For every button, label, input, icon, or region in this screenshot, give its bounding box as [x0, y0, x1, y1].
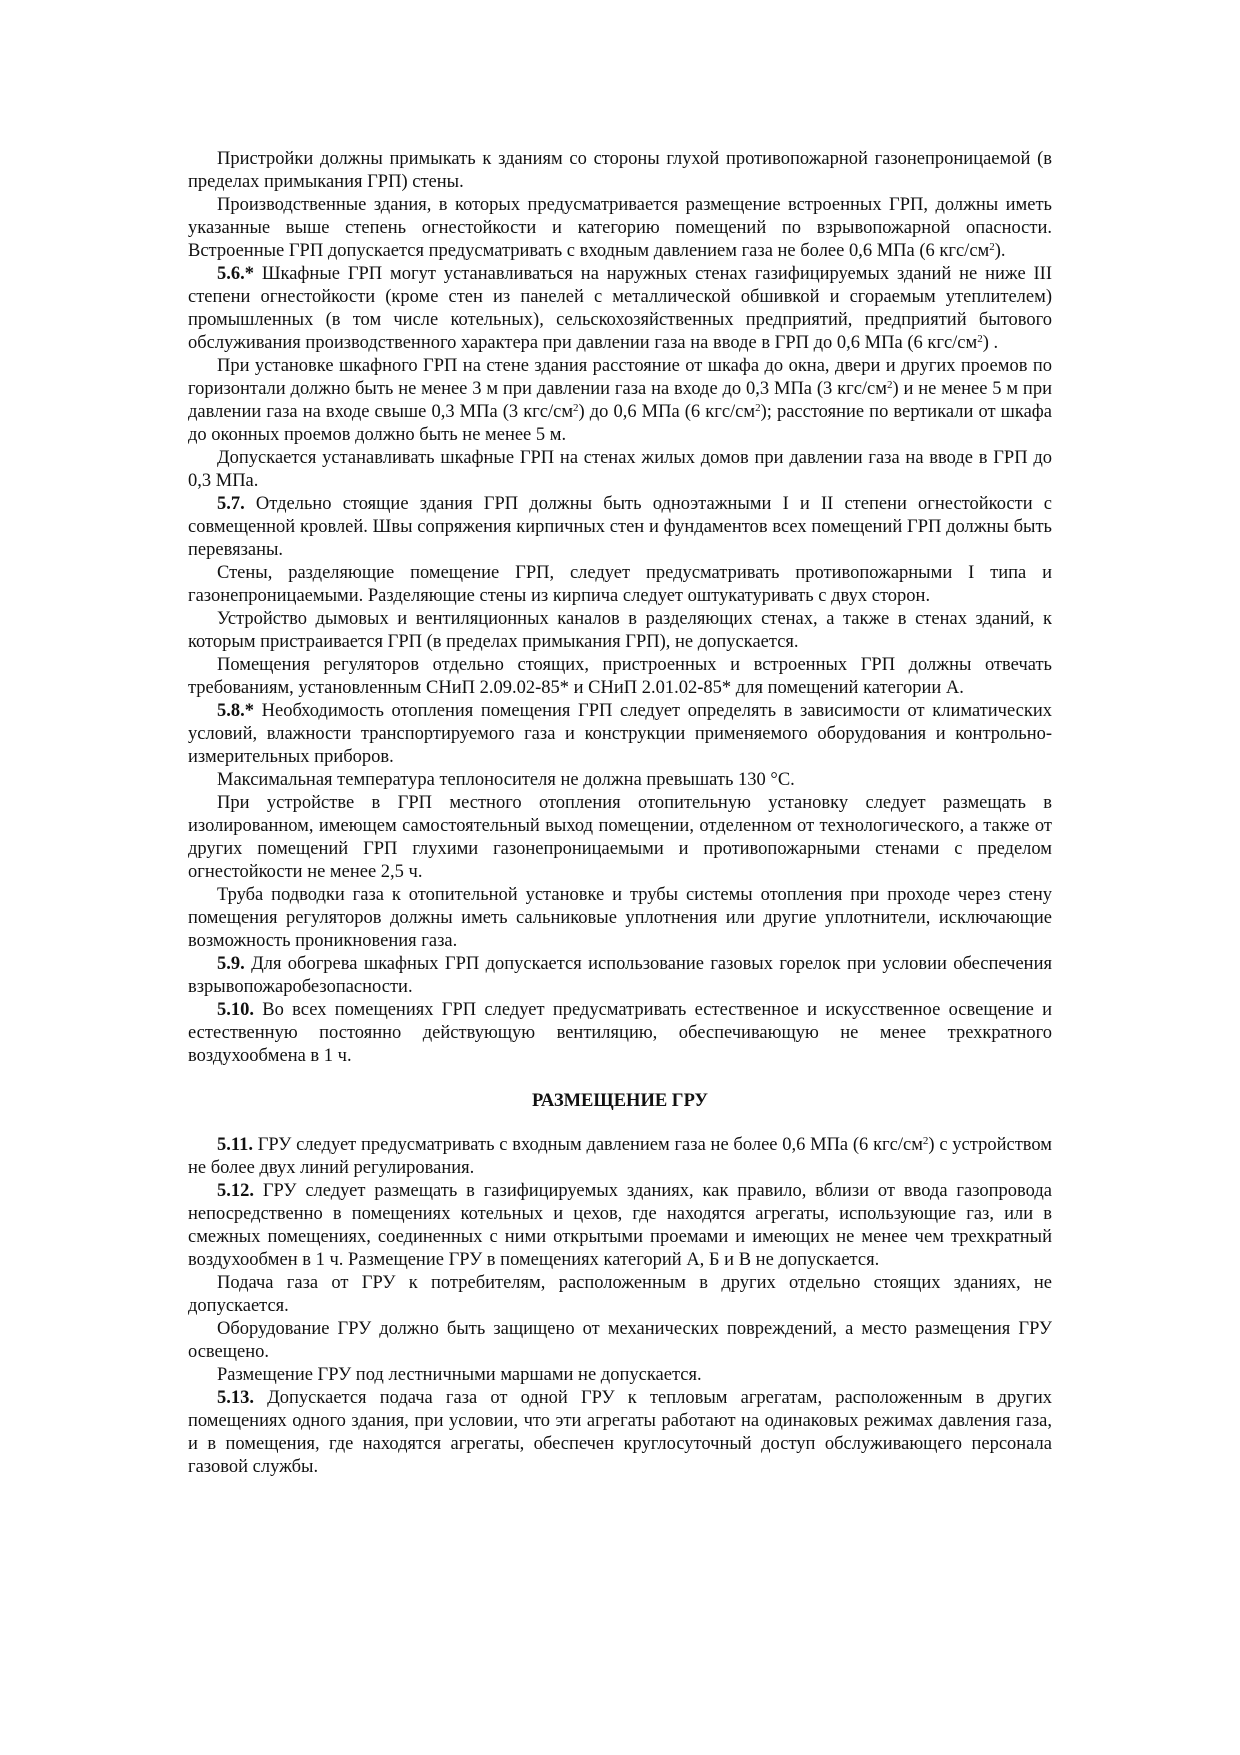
paragraph: Размещение ГРУ под лестничными маршами не допускается.: [217, 1365, 702, 1385]
section-heading: РАЗМЕЩЕНИЕ ГРУ: [532, 1091, 708, 1111]
clause-number: 5.8.*: [217, 701, 254, 721]
section-grp-paragraphs: [188, 148, 1052, 1068]
clause-number: 5.13.: [217, 1388, 254, 1408]
section-gru-paragraphs: [188, 1134, 1052, 1479]
paragraph: Допускается устанавливать шкафные ГРП на стенах жилых домов при давлении газа на вводе в ГРП до 0,3 МПа.: [188, 448, 1052, 491]
clause-number: 5.7.: [217, 494, 245, 514]
paragraph: Оборудование ГРУ должно быть защищено от механических повреждений, а место размещения ГРУ освещено.: [188, 1319, 1052, 1362]
clause-number: 5.11.: [217, 1135, 253, 1155]
paragraph: Помещения регуляторов отдельно стоящих, пристроенных и встроенных ГРП должны отвечать требованиям, установленным СНиП 2.09.02-85* и СНиП 2.01.02-85* для помещений категории А.: [188, 655, 1052, 698]
clause-5-6: 5.6.* Шкафные ГРП могут устанавливаться на наружных стенах газифицируемых зданий не ниже III степени огнестойкости (кроме стен из панелей с металлической обшивкой и сгораемым утеплителем) промышленных (в том числе котельных), сельскохозяйственных предприятий, предприятий бытового обслуживания производственного характера при давлении газа на вводе в ГРП до 0,6 МПа (6 кгс/$см^2$) .: [188, 264, 1052, 353]
paragraph: Труба подводки газа к отопительной установке и трубы системы отопления при проходе через стену помещения регуляторов должны иметь сальниковые уплотнения или другие уплотнители, исключающие возможность проникновения газа.: [188, 885, 1052, 951]
paragraph: Пристройки должны примыкать к зданиям со стороны глухой противопожарной газонепроницаемой (в пределах примыкания ГРП) стены.: [188, 149, 1052, 192]
document-page: [188, 148, 1052, 1479]
paragraph: При устройстве в ГРП местного отопления отопительную установку следует размещать в изолированном, имеющем самостоятельный выход помещении, отделенном от технологического, а также от других помещений ГРП глухими газонепроницаемыми и противопожарными стенами с пределом огнестойкости не менее 2,5 ч.: [188, 793, 1052, 882]
clause-5-7: 5.7. Отдельно стоящие здания ГРП должны быть одноэтажными I и II степени огнестойкости с совмещенной кровлей. Швы сопряжения кирпичных стен и фундаментов всех помещений ГРП должны быть перевязаны.: [188, 494, 1052, 560]
paragraph: Производственные здания, в которых предусматривается размещение встроенных ГРП, должны иметь указанные выше степень огнестойкости и категорию помещений по взрывопожарной опасности. Встроенные ГРП допускается предусматривать с входным давлением газа не более 0,6 МПа (6 кгс/$см^2$).: [188, 195, 1052, 261]
clause-5-8: 5.8.* Необходимость отопления помещения ГРП следует определять в зависимости от климатических условий, влажности транспортируемого газа и конструкции применяемого оборудования и контрольно-измерительных приборов.: [188, 701, 1052, 767]
paragraph: Стены, разделяющие помещение ГРП, следует предусматривать противопожарными I типа и газонепроницаемыми. Разделяющие стены из кирпича следует оштукатуривать с двух сторон.: [188, 563, 1052, 606]
clause-number: 5.10.: [217, 1000, 254, 1020]
clause-5-12: 5.12. ГРУ следует размещать в газифицируемых зданиях, как правило, вблизи от ввода газопровода непосредственно в помещениях котельных и цехов, где находятся агрегаты, использующие газ, или в смежных помещениях, соединенных с ними открытыми проемами и имеющих не менее чем трехкратный воздухообмен в 1 ч. Размещение ГРУ в помещениях категорий А, Б и В не допускается.: [188, 1181, 1052, 1270]
clause-5-11: 5.11. ГРУ следует предусматривать с входным давлением газа не более 0,6 МПа (6 кгс/$см^2$) с устройством не более двух линий регулирования.: [188, 1135, 1052, 1178]
paragraph: При установке шкафного ГРП на стене здания расстояние от шкафа до окна, двери и других проемов по горизонтали должно быть не менее 3 м при давлении газа на входе до 0,3 МПа (3 кгс/$см^2$) и не менее 5 м при давлении газа на входе свыше 0,3 МПа (3 кгс/$см^2$) до 0,6 МПа (6 кгс/$см^2$); расстояние по вертикали от шкафа до оконных проемов должно быть не менее 5 м.: [188, 356, 1052, 445]
clause-5-9: 5.9. Для обогрева шкафных ГРП допускается использование газовых горелок при условии обеспечения взрывопожаробезопасности.: [188, 954, 1052, 997]
clause-5-13: 5.13. Допускается подача газа от одной ГРУ к тепловым агрегатам, расположенным в других помещениях одного здания, при условии, что эти агрегаты работают на одинаковых режимах давления газа, и в помещения, где находятся агрегаты, обеспечен круглосуточный доступ обслуживающего персонала газовой службы.: [188, 1388, 1052, 1477]
clause-5-10: 5.10. Во всех помещениях ГРП следует предусматривать естественное и искусственное освещение и естественную постоянно действующую вентиляцию, обеспечивающую не менее трехкратного воздухообмена в 1 ч.: [188, 1000, 1052, 1066]
clause-number: 5.6.*: [217, 264, 254, 284]
clause-number: 5.12.: [217, 1181, 254, 1201]
paragraph: Устройство дымовых и вентиляционных каналов в разделяющих стенах, а также в стенах зданий, к которым пристраивается ГРП (в пределах примыкания ГРП), не допускается.: [188, 609, 1052, 652]
clause-number: 5.9.: [217, 954, 245, 974]
paragraph: Максимальная температура теплоносителя не должна превышать 130 °С.: [217, 770, 795, 790]
paragraph: Подача газа от ГРУ к потребителям, расположенным в других отдельно стоящих зданиях, не допускается.: [188, 1273, 1052, 1316]
